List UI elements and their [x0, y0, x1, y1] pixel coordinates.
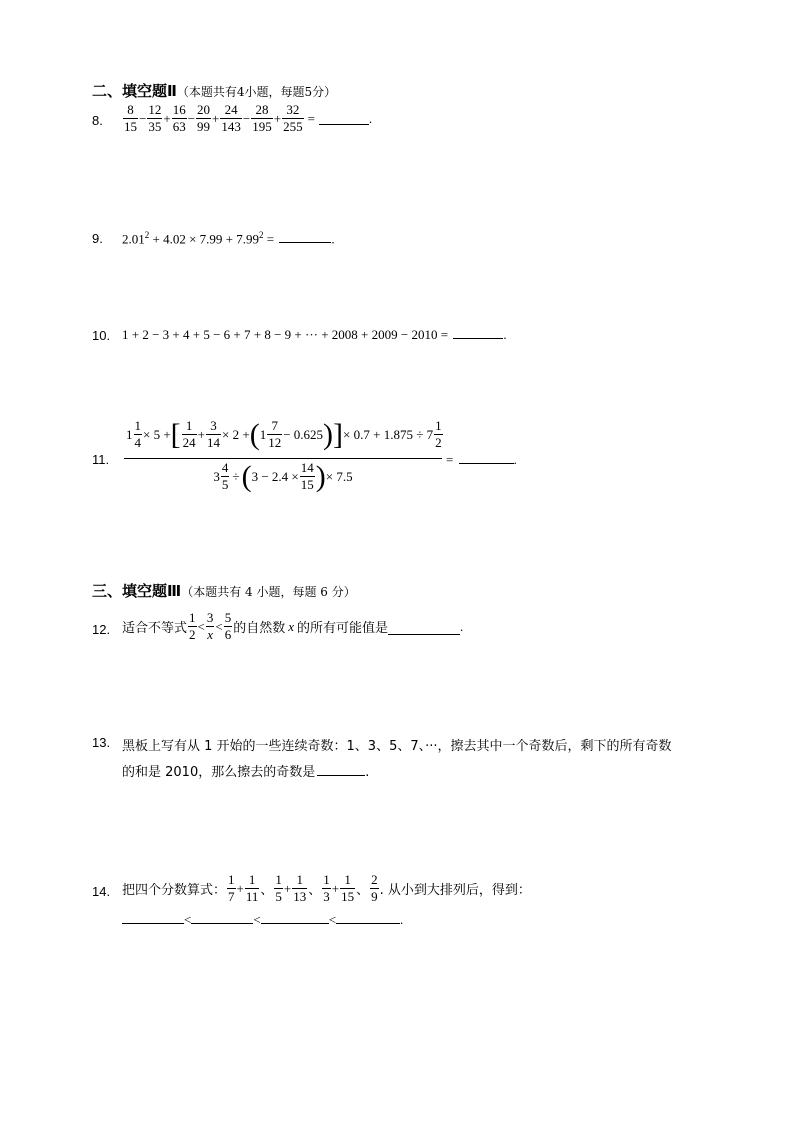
q12-fraction-3-x [206, 610, 215, 643]
question-10-expression [122, 327, 507, 343]
q8-fraction-3 [172, 102, 187, 135]
q9-exponent-1: 2 [144, 230, 150, 240]
q11-left-paren: ( [249, 417, 260, 451]
question-11-denominator [122, 460, 444, 493]
q11-f3-den: 14 [207, 435, 221, 450]
question-12-text [122, 610, 463, 643]
question-8-expression [122, 102, 372, 135]
q8-f2-den: 35 [148, 119, 162, 134]
q11-df1-num: 4 [221, 460, 229, 475]
q8-fraction-5 [220, 102, 242, 135]
q14-answer-blank-4[interactable] [336, 912, 400, 924]
q12-fraction-5-6 [224, 610, 233, 643]
q12-f3-num: 5 [224, 610, 232, 625]
q8-f7-num: 32 [282, 102, 304, 119]
section-3-note: （本题共有 4 小题，每题 6 分） [181, 585, 356, 599]
q12-f2-num: 3 [206, 610, 214, 625]
q8-op-1: − [139, 110, 147, 126]
q12-answer-blank[interactable] [388, 623, 460, 635]
q14-plus-3: + [331, 880, 340, 896]
q8-f4-num: 20 [197, 102, 211, 117]
q11-fraction-7-12 [267, 418, 282, 451]
q8-fraction-7 [282, 102, 304, 135]
q14-p1b-den: 11 [245, 889, 259, 904]
q12-f1-num: 1 [189, 610, 196, 625]
q12-less-than-2: < [215, 618, 223, 634]
section-2-title [92, 80, 336, 101]
q14-answer-line [122, 912, 403, 928]
q11-right-paren: ) [323, 417, 334, 451]
q14-plus-1: + [236, 880, 244, 896]
q8-op-2: + [163, 110, 171, 126]
q14-fraction-1-3 [322, 872, 331, 905]
question-9-expression [122, 230, 335, 247]
q9-answer-blank[interactable] [279, 231, 331, 243]
q14-p3a-den: 3 [323, 889, 330, 904]
q14-p3a-num: 1 [323, 872, 330, 887]
q14-last-den: 9 [371, 889, 378, 904]
question-8-number: 8. [92, 113, 103, 128]
question-9-number: 9. [92, 231, 103, 246]
q8-fraction-1 [123, 102, 138, 135]
q14-p2b-den: 13 [293, 889, 307, 904]
q14-last-num: 2 [371, 872, 378, 887]
q12-f3-den: 6 [224, 627, 232, 642]
q14-p2a-den: 5 [275, 889, 282, 904]
q14-sep-2: 、 [308, 883, 322, 898]
q11-fraction-3-14 [206, 418, 221, 451]
section-2-heading: 二、填空题Ⅱ [92, 82, 177, 100]
q8-fraction-4 [196, 102, 211, 135]
q11-mixed-whole-1: 1 [126, 426, 133, 442]
q14-p2a-num: 1 [275, 872, 282, 887]
question-11-numerator [122, 418, 444, 451]
question-13-number: 13. [92, 735, 111, 750]
q11-f4-den: 12 [268, 435, 282, 450]
q11-fraction-bar [124, 458, 442, 459]
q14-fraction-1-7 [227, 872, 236, 905]
q11-f1-den: 4 [134, 435, 141, 450]
q11-den-right-paren: ) [315, 459, 326, 493]
q14-p1b-num: 1 [245, 872, 260, 889]
q8-f7-den: 255 [283, 119, 303, 134]
q10-answer-blank[interactable] [453, 327, 503, 339]
q8-f3-den: 63 [172, 119, 186, 134]
q11-den-divide: ÷ [232, 468, 240, 484]
q11-den-left-paren: ( [241, 459, 252, 493]
q14-p3b-den: 15 [341, 889, 355, 904]
q12-text-1: 的自然数 [233, 621, 286, 636]
q13-period: . [365, 765, 370, 780]
q11-right-bracket: ] [333, 417, 344, 451]
q9-exponent-2: 2 [259, 230, 264, 240]
q8-fraction-6 [251, 102, 273, 135]
q14-p1a-num: 1 [228, 872, 235, 887]
q14-sep-3: 、 [356, 883, 370, 898]
q11-f5-den: 2 [435, 435, 442, 450]
q14-fraction-1-5 [274, 872, 283, 905]
q8-f5-den: 143 [221, 119, 241, 134]
q12-fraction-1-2 [188, 610, 197, 643]
q11-f2-den: 24 [182, 435, 196, 450]
q11-term-1: × 5 + [143, 426, 171, 442]
q8-f4-den: 99 [197, 119, 211, 134]
q9-period: . [331, 231, 335, 247]
q8-f1-num: 8 [123, 102, 138, 119]
q11-term-4: × 0.7 + 1.875 ÷ 7 [343, 426, 434, 442]
q14-period: . [400, 912, 404, 927]
question-14-text [122, 872, 531, 905]
q11-f3-num: 3 [206, 418, 221, 435]
q11-equals: = [446, 452, 454, 467]
q14-lt-3: < [328, 912, 337, 927]
q12-f2-den: x [207, 627, 213, 642]
q11-plus: + [197, 426, 206, 442]
q11-den-term: 3 − 2.4 × [251, 468, 299, 484]
q14-p3b-num: 1 [340, 872, 355, 889]
q11-f2-num: 1 [182, 418, 197, 435]
q11-df2-den: 15 [300, 477, 314, 492]
q11-fraction-1-24 [182, 418, 197, 451]
q10-period: . [503, 327, 507, 342]
q11-answer [446, 452, 517, 468]
q12-text-2: 的所有可能值是 [297, 621, 389, 636]
section-2-note: （本题共有4小题，每题5分） [176, 85, 337, 99]
q8-op-5: − [242, 110, 251, 126]
q8-f5-num: 24 [220, 102, 242, 119]
q14-lt-2: < [253, 912, 261, 927]
q8-f1-den: 15 [124, 119, 137, 134]
q11-fraction-1-2 [434, 418, 443, 451]
section-3-heading: 三、填空题Ⅲ [92, 582, 182, 600]
q11-f4-num: 7 [267, 418, 282, 435]
q13-line-1: 黑板上写有从 1 开始的一些连续奇数：1、3、5、7、···，擦去其中一个奇数后，剩下的所有奇数 [122, 739, 672, 754]
q11-den-whole: 3 [213, 468, 220, 484]
question-10-number: 10. [92, 328, 111, 343]
q8-f6-num: 28 [251, 102, 273, 119]
q12-less-than-1: < [197, 618, 205, 634]
q11-answer-blank[interactable] [459, 452, 514, 464]
q8-f3-num: 16 [172, 102, 186, 117]
q11-f5-num: 1 [435, 418, 442, 433]
q9-equals: = [263, 231, 275, 247]
q14-fraction-1-13 [292, 872, 307, 905]
q8-period: . [368, 110, 373, 126]
q14-answer-blank-1[interactable] [122, 912, 184, 924]
q11-fraction-1-4 [134, 418, 143, 451]
q11-den-term-2: × 7.5 [325, 468, 353, 484]
q8-f6-den: 195 [252, 119, 272, 134]
question-12-number: 12. [92, 622, 111, 637]
q13-line-2-text: 的和是 2010，那么擦去的奇数是 [122, 765, 316, 780]
q14-suffix: . 从小到大排列后，得到： [379, 883, 531, 898]
q8-op-3: − [187, 110, 196, 126]
q11-term-2: × 2 + [222, 426, 250, 442]
q11-mixed-whole-2: 1 [259, 426, 267, 442]
q14-prefix: 把四个分数算式： [122, 883, 227, 898]
q11-df1-den: 5 [221, 477, 229, 492]
q14-fraction-2-9 [370, 872, 379, 905]
question-11-number: 11. [92, 452, 110, 467]
q8-f2-num: 12 [148, 102, 162, 117]
q14-answer-blank-3[interactable] [261, 912, 329, 924]
q14-lt-1: < [184, 912, 192, 927]
q14-answer-blank-2[interactable] [191, 912, 253, 924]
q9-base-1: 2.01 [122, 231, 145, 247]
q14-p2b-num: 1 [292, 872, 307, 889]
q11-f1-num: 1 [134, 418, 141, 433]
q11-period: . [513, 452, 517, 467]
q12-prefix: 适合不等式 [122, 621, 188, 636]
q13-answer-blank[interactable] [317, 764, 365, 776]
q14-sep-1: 、 [260, 883, 274, 898]
q13-line-2 [122, 761, 369, 780]
q12-period: . [460, 618, 464, 634]
section-3-title [92, 580, 356, 601]
q11-fraction-4-5 [221, 460, 230, 493]
q8-equals: = [307, 110, 315, 126]
q8-answer-blank[interactable] [319, 113, 369, 125]
q8-fraction-2 [147, 102, 162, 135]
q14-p1a-den: 7 [228, 889, 235, 904]
q11-df2-num: 14 [300, 460, 314, 475]
q12-f1-den: 2 [189, 627, 196, 642]
q9-middle: + 4.02 × 7.99 + 7.99 [149, 231, 259, 247]
q14-fraction-1-15 [340, 872, 355, 905]
q11-fraction-14-15 [300, 460, 315, 493]
q14-plus-2: + [283, 880, 292, 896]
q14-fraction-1-11 [245, 872, 260, 905]
q10-expression-text: 1 + 2 − 3 + 4 + 5 − 6 + 7 + 8 − 9 + ··· + 2008 + 2009 − 2010 = [122, 327, 449, 342]
q12-variable: x [288, 618, 294, 634]
q8-op-4: + [212, 110, 220, 126]
question-14-number: 14. [92, 884, 111, 899]
q11-left-bracket: [ [170, 417, 181, 451]
q11-term-3: − 0.625 [283, 426, 324, 442]
q8-op-6: + [273, 110, 282, 126]
